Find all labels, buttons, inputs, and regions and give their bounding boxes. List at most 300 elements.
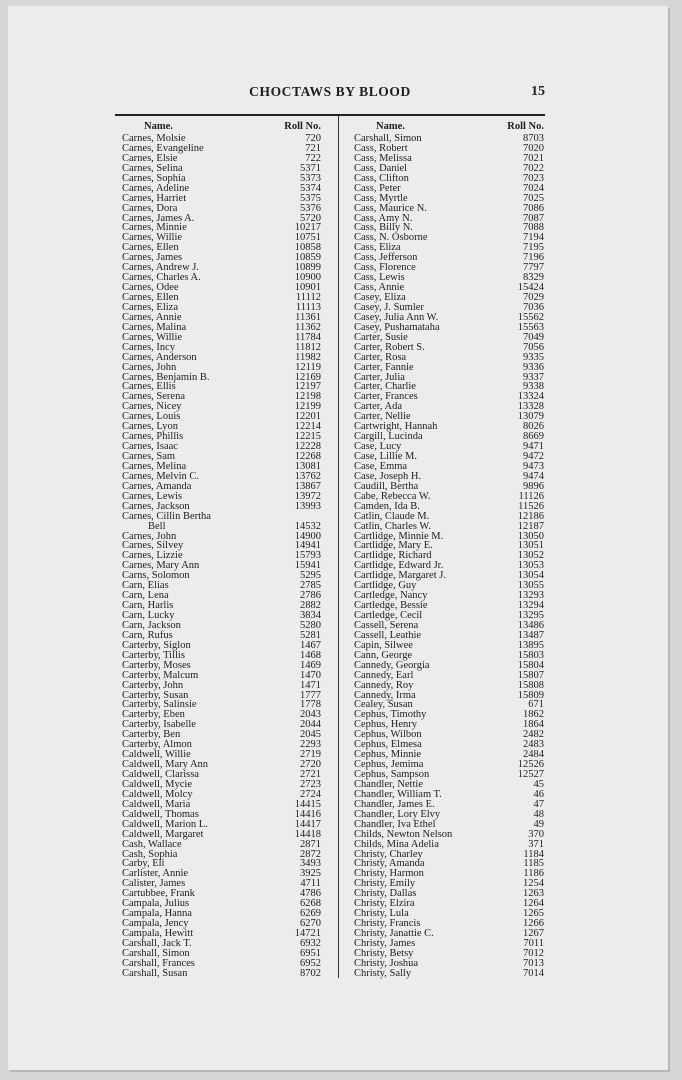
member-name: Campala, Jency — [122, 918, 189, 930]
member-name: Cannedy, Irma — [354, 689, 416, 701]
roll-number: 8703 — [523, 133, 544, 144]
member-name: Cephus, Timothy — [354, 709, 427, 721]
roll-number: 11113 — [295, 301, 321, 313]
member-name: Carnes, Eliza — [122, 301, 178, 313]
member-name: Carnes, Benjamin B. — [122, 371, 210, 383]
member-name: Chandler, Nettie — [354, 778, 423, 790]
roll-number: 6270 — [300, 918, 321, 930]
roll-number: 671 — [528, 699, 544, 711]
member-name: Carnes, Louis — [122, 411, 181, 423]
roll-number: 1263 — [523, 888, 544, 900]
member-name: Carter, Ada — [354, 401, 402, 413]
roll-number: 15793 — [294, 550, 321, 562]
roll-number: 7025 — [523, 192, 544, 204]
roll-number: 1186 — [523, 868, 544, 880]
roll-number: 13079 — [517, 411, 544, 423]
roll-number: 12268 — [294, 451, 321, 462]
roll-number: 720 — [305, 133, 321, 144]
member-name: Cash, Wallace — [122, 838, 182, 850]
roster-row — [350, 363, 544, 373]
member-name: Carnes, Serena — [122, 391, 185, 403]
roll-number: 13053 — [517, 560, 544, 572]
member-name: Carnes, Malina — [122, 321, 187, 333]
roll-number: 9896 — [523, 480, 544, 492]
member-name: Carnes, Mary Ann — [122, 560, 200, 572]
roll-number: 1467 — [300, 639, 321, 651]
member-name: Christy, Janattie C. — [354, 928, 434, 939]
roll-number: 8329 — [523, 272, 544, 284]
roll-number: 11982 — [295, 351, 321, 363]
member-name: Campala, Hewitt — [122, 928, 194, 939]
roster-row — [118, 522, 321, 532]
roll-number: 721 — [305, 142, 321, 154]
right-column — [350, 121, 544, 979]
roll-number: 1862 — [523, 709, 544, 721]
member-name: Cartubbee, Frank — [122, 888, 195, 900]
member-name: Cartlidge, Mary E. — [354, 540, 433, 552]
roll-number: 6269 — [300, 908, 321, 920]
roll-number: 12198 — [294, 391, 321, 403]
member-name: Carns, Solomon — [122, 570, 190, 582]
roll-number: 1471 — [300, 679, 321, 691]
roll-number: 13324 — [517, 391, 544, 403]
member-name: Carshall, Frances — [122, 957, 195, 969]
member-name: Cephus, Sampson — [354, 769, 430, 780]
member-name: Carnes, Amanda — [122, 480, 192, 492]
member-name: Carnes, Ellen — [122, 242, 179, 254]
roll-number: 12119 — [295, 361, 321, 373]
member-name: Caldwell, Marion L. — [122, 818, 208, 830]
roll-number: 14721 — [294, 928, 321, 939]
member-name: Christy, Elzira — [354, 898, 415, 910]
roll-number: 11112 — [295, 292, 321, 303]
member-name: Carterby, Ben — [122, 729, 181, 741]
member-name: Carnes, Lizzie — [122, 550, 183, 562]
member-name: Cass, Lewis — [354, 272, 405, 284]
roll-number: 14532 — [294, 520, 321, 532]
member-name: Bell — [148, 520, 166, 532]
roll-number: 2723 — [300, 778, 321, 790]
roll-number: 13867 — [294, 480, 321, 492]
roll-number: 1469 — [300, 659, 321, 671]
roll-number: 5295 — [300, 570, 321, 582]
member-name: Cargill, Lucinda — [354, 431, 423, 443]
roll-number: 10901 — [294, 282, 321, 294]
member-name: Casey, Pushamataha — [354, 321, 440, 333]
roll-number: 6932 — [300, 937, 321, 949]
roll-number: 2482 — [523, 729, 544, 741]
member-name: Cass, Florence — [354, 262, 416, 274]
member-name: Carnes, Willie — [122, 331, 183, 343]
roster-row — [350, 522, 544, 532]
roll-number: 5371 — [300, 162, 321, 174]
member-name: Caldwell, Mary Ann — [122, 759, 209, 771]
roll-number: 12527 — [517, 769, 544, 780]
page-title: CHOCTAWS BY BLOOD — [249, 84, 411, 99]
member-name: Childs, Newton Nelson — [354, 828, 453, 840]
roll-number: 47 — [533, 798, 544, 810]
member-name: Calister, James — [122, 878, 186, 890]
member-name: Cassell, Leathie — [354, 629, 422, 641]
member-name: Cartlidge, Guy — [354, 580, 417, 592]
roll-number: 2044 — [300, 719, 321, 731]
member-name: Carnes, Silvey — [122, 540, 184, 552]
roster-row — [350, 204, 544, 214]
roll-number: 2871 — [300, 838, 321, 850]
roll-number: 7797 — [523, 262, 544, 274]
member-name: Carterby, John — [122, 679, 184, 691]
roll-header: Roll No. — [284, 121, 321, 132]
roll-number: 14415 — [294, 798, 321, 810]
roll-number: 2724 — [300, 788, 321, 800]
name-header: Name. — [144, 121, 173, 132]
member-name: Chandler, Lory Elvy — [354, 808, 441, 820]
member-name: Cass, Clifton — [354, 172, 409, 184]
roll-number: 13050 — [517, 530, 544, 542]
member-name: Chandler, Iva Ethel — [354, 818, 436, 830]
roll-number: 10859 — [294, 252, 321, 264]
member-name: Cannedy, Roy — [354, 679, 414, 691]
roll-number: 13294 — [517, 600, 544, 612]
member-name: Cabe, Rebecca W. — [354, 490, 431, 502]
roll-number: 14900 — [294, 530, 321, 542]
roll-number: 11812 — [295, 341, 321, 353]
member-name: Casey, Julia Ann W. — [354, 311, 439, 323]
roll-number: 3493 — [300, 858, 321, 870]
roll-number: 4711 — [300, 878, 321, 890]
roll-number: 11362 — [295, 321, 321, 333]
roll-number: 7011 — [523, 937, 544, 949]
roll-number: 9336 — [523, 361, 544, 373]
member-name: Carter, Fannie — [354, 361, 414, 373]
roll-number: 6268 — [300, 898, 321, 910]
roll-number: 12199 — [294, 401, 321, 413]
member-name: Christy, Emily — [354, 878, 416, 890]
member-name: Carterby, Malcum — [122, 669, 199, 681]
roll-number: 11361 — [295, 311, 321, 323]
roll-number: 13487 — [517, 629, 544, 641]
roll-number: 48 — [533, 808, 544, 820]
member-name: Carter, Frances — [354, 391, 418, 403]
roll-number: 11526 — [518, 500, 544, 512]
member-name: Christy, Joshua — [354, 957, 419, 969]
member-name: Chandler, James E. — [354, 798, 435, 810]
roll-number: 8669 — [523, 431, 544, 443]
member-name: Cass, Eliza — [354, 242, 401, 254]
roll-number: 9335 — [523, 351, 544, 363]
member-name: Catlin, Claude M. — [354, 510, 430, 522]
member-name: Carnes, Anderson — [122, 351, 197, 363]
member-name: Carnes, Sam — [122, 451, 176, 462]
roll-number: 2721 — [300, 769, 321, 780]
member-name: Christy, Amanda — [354, 858, 425, 870]
roll-number: 15424 — [517, 282, 544, 294]
roll-number: 1777 — [300, 689, 321, 701]
roll-number: 6952 — [300, 957, 321, 969]
roll-number: 15804 — [517, 659, 544, 671]
roll-number: 15808 — [517, 679, 544, 691]
member-name: Cephus, Minnie — [354, 749, 422, 761]
member-name: Carnes, Harriet — [122, 192, 187, 204]
member-name: Carn, Jackson — [122, 619, 181, 631]
member-name: Camden, Ida B. — [354, 500, 420, 512]
roll-number: 46 — [533, 788, 544, 800]
roll-number: 13328 — [517, 401, 544, 413]
roll-number: 2293 — [300, 739, 321, 751]
roll-number: 1778 — [300, 699, 321, 711]
member-name: Caldwell, Molcy — [122, 788, 193, 800]
header-rule — [115, 114, 545, 116]
member-name: Cannedy, Georgia — [354, 659, 430, 671]
member-name: Carnes, Charles A. — [122, 272, 201, 284]
roll-number: 1254 — [523, 878, 544, 890]
member-name: Carnes, Phillis — [122, 431, 184, 443]
roll-number: 5375 — [300, 192, 321, 204]
roll-number: 12214 — [294, 421, 321, 433]
roll-number: 2043 — [300, 709, 321, 721]
member-name: Carnes, Lyon — [122, 421, 178, 433]
member-name: Carnes, Sophia — [122, 172, 186, 184]
roll-number: 12197 — [294, 381, 321, 393]
member-name: Catlin, Charles W. — [354, 520, 431, 532]
roll-number: 7056 — [523, 341, 544, 353]
member-name: Carnes, Molsie — [122, 133, 186, 144]
member-name: Cann, George — [354, 649, 413, 661]
member-name: Carnes, Evangeline — [122, 142, 204, 154]
roll-number: 7014 — [523, 967, 544, 979]
member-name: Carnes, James — [122, 252, 183, 264]
member-name: Cass, Myrtle — [354, 192, 408, 204]
roll-number: 14941 — [294, 540, 321, 552]
roll-number: 14417 — [294, 818, 321, 830]
roll-number: 15803 — [517, 649, 544, 661]
roll-number: 14416 — [294, 808, 321, 820]
roll-number: 9338 — [523, 381, 544, 393]
member-name: Capin, Silwee — [354, 639, 413, 651]
roster-row — [350, 969, 544, 979]
member-name: Carterby, Tillis — [122, 649, 185, 661]
roll-number: 13054 — [517, 570, 544, 582]
member-name: Cass, Daniel — [354, 162, 408, 174]
roll-number: 13895 — [517, 639, 544, 651]
roster-row — [350, 840, 544, 850]
roll-number: 2786 — [300, 590, 321, 602]
roll-number: 7036 — [523, 301, 544, 313]
member-name: Carn, Lena — [122, 590, 169, 602]
roll-number: 5374 — [300, 182, 321, 194]
member-name: Cartledge, Bessie — [354, 600, 428, 612]
member-name: Carnes, John — [122, 361, 177, 373]
member-name: Cephus, Henry — [354, 719, 417, 731]
roll-number: 12169 — [294, 371, 321, 383]
member-name: Cass, Billy N. — [354, 222, 413, 234]
member-name: Cartlidge, Richard — [354, 550, 432, 562]
member-name: Carter, Rosa — [354, 351, 407, 363]
member-name: Caldwell, Maria — [122, 798, 191, 810]
member-name: Carshall, Jack T. — [122, 937, 192, 949]
member-name: Carshall, Simon — [122, 947, 190, 959]
roll-number: 10751 — [294, 232, 321, 244]
member-name: Carterby, Susan — [122, 689, 189, 701]
roster-row — [118, 204, 321, 214]
roll-number: 14418 — [294, 828, 321, 840]
roll-number: 11784 — [295, 331, 321, 343]
roll-number: 12187 — [517, 520, 544, 532]
roll-number: 1266 — [523, 918, 544, 930]
member-name: Carn, Harlis — [122, 600, 174, 612]
member-name: Carnes, James A. — [122, 212, 195, 224]
member-name: Carnes, Incy — [122, 341, 176, 353]
roll-number: 2882 — [300, 600, 321, 612]
roll-number: 1185 — [523, 858, 544, 870]
roll-number: 12228 — [294, 441, 321, 453]
roll-number: 1864 — [523, 719, 544, 731]
member-name: Cass, Amy N. — [354, 212, 413, 224]
roll-number: 12186 — [517, 510, 544, 522]
member-name: Cannedy, Earl — [354, 669, 414, 681]
member-name: Carby, Eli — [122, 858, 165, 870]
roll-number: 2045 — [300, 729, 321, 741]
roll-number: 13052 — [517, 550, 544, 562]
roll-number: 2719 — [300, 749, 321, 761]
member-name: Cartledge, Nancy — [354, 590, 428, 602]
member-name: Cephus, Wilbon — [354, 729, 422, 741]
roll-number: 15562 — [517, 311, 544, 323]
member-name: Carnes, Andrew J. — [122, 262, 199, 274]
member-name: Christy, Sally — [354, 967, 412, 979]
roll-number: 7196 — [523, 252, 544, 264]
roll-number: 45 — [533, 778, 544, 790]
roll-number: 13762 — [294, 470, 321, 482]
member-name: Cartwright, Hannah — [354, 421, 438, 433]
member-name: Carnes, Minnie — [122, 222, 187, 234]
member-name: Cartlidge, Edward Jr. — [354, 560, 444, 572]
member-name: Caldwell, Willie — [122, 749, 191, 761]
roll-number: 10899 — [294, 262, 321, 274]
member-name: Carnes, Adeline — [122, 182, 190, 194]
roll-number: 13972 — [294, 490, 321, 502]
member-name: Carter, Charlie — [354, 381, 416, 393]
member-name: Carn, Rufus — [122, 629, 173, 641]
roll-number: 10858 — [294, 242, 321, 254]
roll-number: 49 — [533, 818, 544, 830]
page-number: 15 — [531, 84, 545, 99]
roll-number: 7021 — [523, 152, 544, 164]
member-name: Case, Lillie M. — [354, 451, 417, 462]
member-name: Carnes, John — [122, 530, 177, 542]
roster-row — [118, 969, 321, 979]
member-name: Cartlidge, Margaret J. — [354, 570, 446, 582]
roll-number: 2720 — [300, 759, 321, 771]
roll-number: 9472 — [523, 451, 544, 462]
member-name: Cephus, Elmesa — [354, 739, 422, 751]
member-name: Caldwell, Mycie — [122, 778, 192, 790]
member-name: Chandler, William T. — [354, 788, 442, 800]
roll-number: 9474 — [523, 470, 544, 482]
roll-number: 7013 — [523, 957, 544, 969]
member-name: Carterby, Isabelle — [122, 719, 196, 731]
roll-number: 5281 — [300, 629, 321, 641]
roll-number: 7023 — [523, 172, 544, 184]
member-name: Carlister, Annie — [122, 868, 189, 880]
roll-number: 2483 — [523, 739, 544, 751]
member-name: Carter, Nellie — [354, 411, 411, 423]
roll-number: 9471 — [523, 441, 544, 453]
member-name: Carnes, Lewis — [122, 490, 183, 502]
member-name: Carnes, Ellen — [122, 292, 179, 303]
roll-number: 370 — [528, 828, 544, 840]
roll-number: 7086 — [523, 202, 544, 214]
member-name: Carn, Elias — [122, 580, 169, 592]
member-name: Christy, Dallas — [354, 888, 417, 900]
member-name: Carnes, Dora — [122, 202, 178, 214]
roll-number: 7024 — [523, 182, 544, 194]
member-name: Case, Joseph H. — [354, 470, 422, 482]
member-name: Cealey, Susan — [354, 699, 413, 711]
roll-number: 13055 — [517, 580, 544, 592]
roll-number: 722 — [305, 152, 321, 164]
member-name: Carnes, Selina — [122, 162, 183, 174]
member-name: Case, Emma — [354, 460, 408, 472]
roll-number: 7029 — [523, 292, 544, 303]
member-name: Caudill, Bertha — [354, 480, 419, 492]
roll-number: 15809 — [517, 689, 544, 701]
roll-number: 15807 — [517, 669, 544, 681]
member-name: Carshall, Susan — [122, 967, 188, 979]
member-name: Cass, Maurice N. — [354, 202, 427, 214]
member-name: Carterby, Almon — [122, 739, 192, 751]
member-name: Carnes, Elsie — [122, 152, 178, 164]
roll-number: 11126 — [518, 490, 544, 502]
member-name: Cass, Robert — [354, 142, 408, 154]
member-name: Childs, Mina Adelia — [354, 838, 439, 850]
member-name: Christy, Harmon — [354, 868, 424, 880]
roll-number: 1470 — [300, 669, 321, 681]
member-name: Carnes, Cillin Bertha — [122, 510, 211, 522]
roll-number: 2484 — [523, 749, 544, 761]
roll-number: 3834 — [300, 610, 321, 621]
roll-number: 7087 — [523, 212, 544, 224]
member-name: Casey, Eliza — [354, 292, 406, 303]
member-name: Carter, Robert S. — [354, 341, 425, 353]
member-name: Campala, Julius — [122, 898, 190, 910]
roll-number: 1265 — [523, 908, 544, 920]
roll-header: Roll No. — [507, 121, 544, 132]
member-name: Christy, Charley — [354, 848, 423, 860]
member-name: Carnes, Willie — [122, 232, 183, 244]
roll-number: 1468 — [300, 649, 321, 661]
roll-number: 7012 — [523, 947, 544, 959]
roll-number: 7195 — [523, 242, 544, 254]
member-name: Carnes, Melvin C. — [122, 470, 199, 482]
roster-row — [118, 681, 321, 691]
roll-number: 15563 — [517, 321, 544, 333]
member-name: Carterby, Siglon — [122, 639, 191, 651]
member-name: Carterby, Eben — [122, 709, 185, 721]
column-divider — [338, 116, 339, 978]
member-name: Cartledge, Cecil — [354, 610, 423, 621]
member-name: Caldwell, Thomas — [122, 808, 199, 820]
roll-number: 8702 — [300, 967, 321, 979]
member-name: Campala, Hanna — [122, 908, 192, 920]
roll-number: 5376 — [300, 202, 321, 214]
member-name: Carter, Susie — [354, 331, 408, 343]
roll-number: 3925 — [300, 868, 321, 880]
member-name: Carnes, Annie — [122, 311, 182, 323]
roll-number: 6951 — [300, 947, 321, 959]
member-name: Carshall, Simon — [354, 133, 422, 144]
member-name: Carnes, Ellis — [122, 381, 176, 393]
